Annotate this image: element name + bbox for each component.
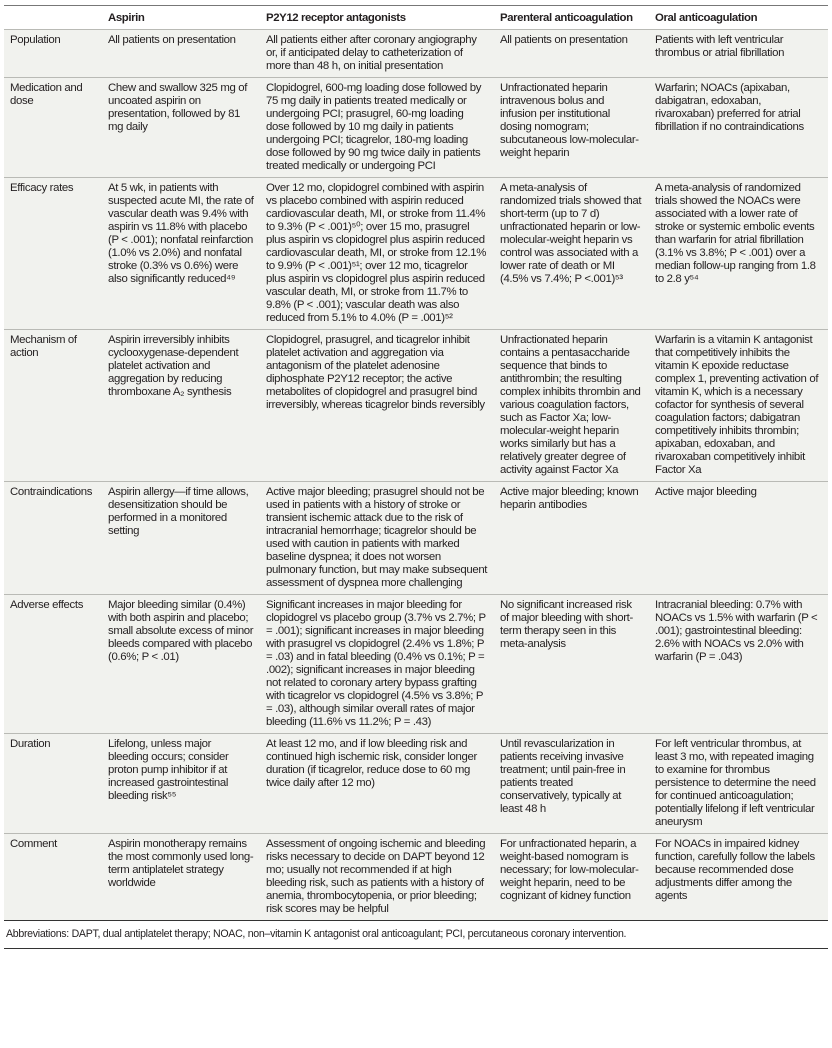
antithrombotic-therapy-table xyxy=(4,5,828,921)
column-header-oral: Oral anticoagulation xyxy=(649,6,828,30)
table-cell: Aspirin allergy—if time allows, desensitization should be performed in a monitored setting xyxy=(102,482,260,595)
table-cell: Lifelong, unless major bleeding occurs; consider proton pump inhibitor if at increased gastrointestinal bleeding risk⁵⁵ xyxy=(102,734,260,834)
table-cell: Unfractionated heparin contains a pentasaccharide sequence that binds to antithrombin; the resulting complex inhibits thrombin and various coagulation factors, such as Factor Xa; low-molecular-weight heparin works similarly but has a relatively greater degree of activity against Factor Xa xyxy=(494,330,649,482)
table-cell: Clopidogrel, prasugrel, and ticagrelor inhibit platelet activation and aggregation via antagonism of the platelet adenosine diphosphate P2Y12 receptor; the active metabolites of clopidogrel and prasugrel bind irreversibly, whereas ticagrelor binds reversibly xyxy=(260,330,494,482)
table-cell: Aspirin monotherapy remains the most commonly used long-term antiplatelet strategy worldwide xyxy=(102,834,260,921)
table-cell: Patients with left ventricular thrombus or atrial fibrillation xyxy=(649,30,828,78)
row-label: Comment xyxy=(4,834,102,921)
table-container xyxy=(4,5,828,949)
table-cell: Warfarin is a vitamin K antagonist that competitively inhibits the vitamin K epoxide reductase complex 1, preventing activation of vitamin K, which is a necessary cofactor for synthesis of several coagulation factors; dabigatran competitively inhibits thrombin; apixaban, edoxaban, and rivaroxaban competitively inhibit Factor Xa xyxy=(649,330,828,482)
table-cell: Active major bleeding; known heparin antibodies xyxy=(494,482,649,595)
footnote-abbreviations: Abbreviations: DAPT, dual antiplatelet therapy; NOAC, non–vitamin K antagonist oral anticoagulant; PCI, percutaneous coronary intervention. xyxy=(4,921,828,949)
table-cell: Assessment of ongoing ischemic and bleeding risks necessary to decide on DAPT beyond 12 mo; usually not recommended if at high bleeding risk, such as patients with a history of anemia, thrombocytopenia, or prior bleeding; risk scores may be helpful xyxy=(260,834,494,921)
table-cell: Over 12 mo, clopidogrel combined with aspirin vs placebo combined with aspirin reduced cardiovascular death, MI, or stroke from 11.4% to 9.3% (P < .001)⁵⁰; over 15 mo, prasugrel plus aspirin vs clopidogrel plus aspirin reduced cardiovascular death, MI, or stroke from 12.1% to 9.9% (P < .001)⁵¹; over 12 mo, ticagrelor plus aspirin vs clopidogrel plus aspirin reduced vascular death, MI, or stroke from 11.7% to 9.8% (P < .001); vascular death was also reduced from 5.1% to 4.0% (P = .001)⁵² xyxy=(260,178,494,330)
table-cell: Clopidogrel, 600-mg loading dose followed by 75 mg daily in patients treated medically or undergoing PCI; prasugrel, 60-mg loading dose followed by 10 mg daily in patients undergoing PCI; ticagrelor, 180-mg loading dose followed by 90 mg twice daily in patients treated medically or undergoing PCI xyxy=(260,78,494,178)
row-label: Population xyxy=(4,30,102,78)
table-cell: Aspirin irreversibly inhibits cyclooxygenase-dependent platelet activation and aggregation by reducing thromboxane A₂ synthesis xyxy=(102,330,260,482)
row-label: Medication and dose xyxy=(4,78,102,178)
table-row xyxy=(4,30,828,78)
table-cell: Chew and swallow 325 mg of uncoated aspirin on presentation, followed by 81 mg daily xyxy=(102,78,260,178)
table-cell: Warfarin; NOACs (apixaban, dabigatran, edoxaban, rivaroxaban) preferred for atrial fibrillation if no contraindications xyxy=(649,78,828,178)
row-label: Contraindications xyxy=(4,482,102,595)
row-label: Efficacy rates xyxy=(4,178,102,330)
table-cell: All patients either after coronary angiography or, if anticipated delay to catheterization of more than 48 h, on initial presentation xyxy=(260,30,494,78)
table-row xyxy=(4,482,828,595)
table-cell: At 5 wk, in patients with suspected acute MI, the rate of vascular death was 9.4% with aspirin vs 11.8% with placebo (P < .001); nonfatal reinfarction (1.0% vs 2.0%) and nonfatal stroke (0.3% vs 0.6%) were also significantly reduced⁴⁹ xyxy=(102,178,260,330)
table-row xyxy=(4,78,828,178)
table-cell: For unfractionated heparin, a weight-based nomogram is necessary; for low-molecular-weight heparin, need to be cognizant of kidney function xyxy=(494,834,649,921)
table-row xyxy=(4,595,828,734)
table-cell: Unfractionated heparin intravenous bolus and infusion per institutional dosing nomogram; subcutaneous low-molecular-weight heparin xyxy=(494,78,649,178)
table-row xyxy=(4,330,828,482)
table-row xyxy=(4,178,828,330)
table-cell: Intracranial bleeding: 0.7% with NOACs vs 1.5% with warfarin (P < .001); gastrointestinal bleeding: 2.6% with NOACs vs 2.0% with warfarin (P = .043) xyxy=(649,595,828,734)
row-label: Duration xyxy=(4,734,102,834)
column-header-p2y12: P2Y12 receptor antagonists xyxy=(260,6,494,30)
table-cell: For left ventricular thrombus, at least 3 mo, with repeated imaging to examine for thrombus persistence to determine the need for continued anticoagulation; potentially lifelong if left ventricular aneurysm xyxy=(649,734,828,834)
table-cell: No significant increased risk of major bleeding with short-term therapy seen in this meta-analysis xyxy=(494,595,649,734)
table-cell: A meta-analysis of randomized trials showed that short-term (up to 7 d) unfractionated heparin or low-molecular-weight heparin vs control was associated with a lower rate of death or MI (4.5% vs 7.4%; P <.001)⁵³ xyxy=(494,178,649,330)
header-row xyxy=(4,6,828,30)
column-header xyxy=(4,6,102,30)
table-row xyxy=(4,834,828,921)
table-cell: For NOACs in impaired kidney function, carefully follow the labels because recommended dose adjustments differ among the agents xyxy=(649,834,828,921)
row-label: Mechanism of action xyxy=(4,330,102,482)
table-cell: A meta-analysis of randomized trials showed the NOACs were associated with a lower rate of stroke or systemic embolic events than warfarin for atrial fibrillation (3.1% vs 3.8%; P < .001) over a median follow-up ranging from 1.8 to 2.8 y⁵⁴ xyxy=(649,178,828,330)
column-header-parenteral: Parenteral anticoagulation xyxy=(494,6,649,30)
table-cell: All patients on presentation xyxy=(102,30,260,78)
table-row xyxy=(4,734,828,834)
table-cell: At least 12 mo, and if low bleeding risk and continued high ischemic risk, consider longer duration (if ticagrelor, reduce dose to 60 mg twice daily after 12 mo) xyxy=(260,734,494,834)
table-cell: Major bleeding similar (0.4%) with both aspirin and placebo; small absolute excess of minor bleeds compared with placebo (0.6%; P < .01) xyxy=(102,595,260,734)
column-header-aspirin: Aspirin xyxy=(102,6,260,30)
table-cell: Active major bleeding xyxy=(649,482,828,595)
table-cell: Significant increases in major bleeding for clopidogrel vs placebo group (3.7% vs 2.7%; P = .001); significant increases in major bleeding with prasugrel vs clopidogrel (2.4% vs 1.8%; P = .03) and in fatal bleeding (0.4% vs 0.1%; P = .002); significant increases in major bleeding not related to coronary artery bypass grafting with ticagrelor vs clopidogrel (4.5% vs 3.8%; P = .03), although similar overall rates of major bleeding (11.6% vs 11.2%; P = .43) xyxy=(260,595,494,734)
table-cell: Until revascularization in patients receiving invasive treatment; until pain-free in patients treated conservatively, typically at least 48 h xyxy=(494,734,649,834)
row-label: Adverse effects xyxy=(4,595,102,734)
table-cell: All patients on presentation xyxy=(494,30,649,78)
table-cell: Active major bleeding; prasugrel should not be used in patients with a history of stroke or transient ischemic attack due to the risk of intracranial hemorrhage; ticagrelor should be used with caution in patients with marked baseline dyspnea; it does not worsen pulmonary function, but may make subsequent assessment of dyspnea more challenging xyxy=(260,482,494,595)
